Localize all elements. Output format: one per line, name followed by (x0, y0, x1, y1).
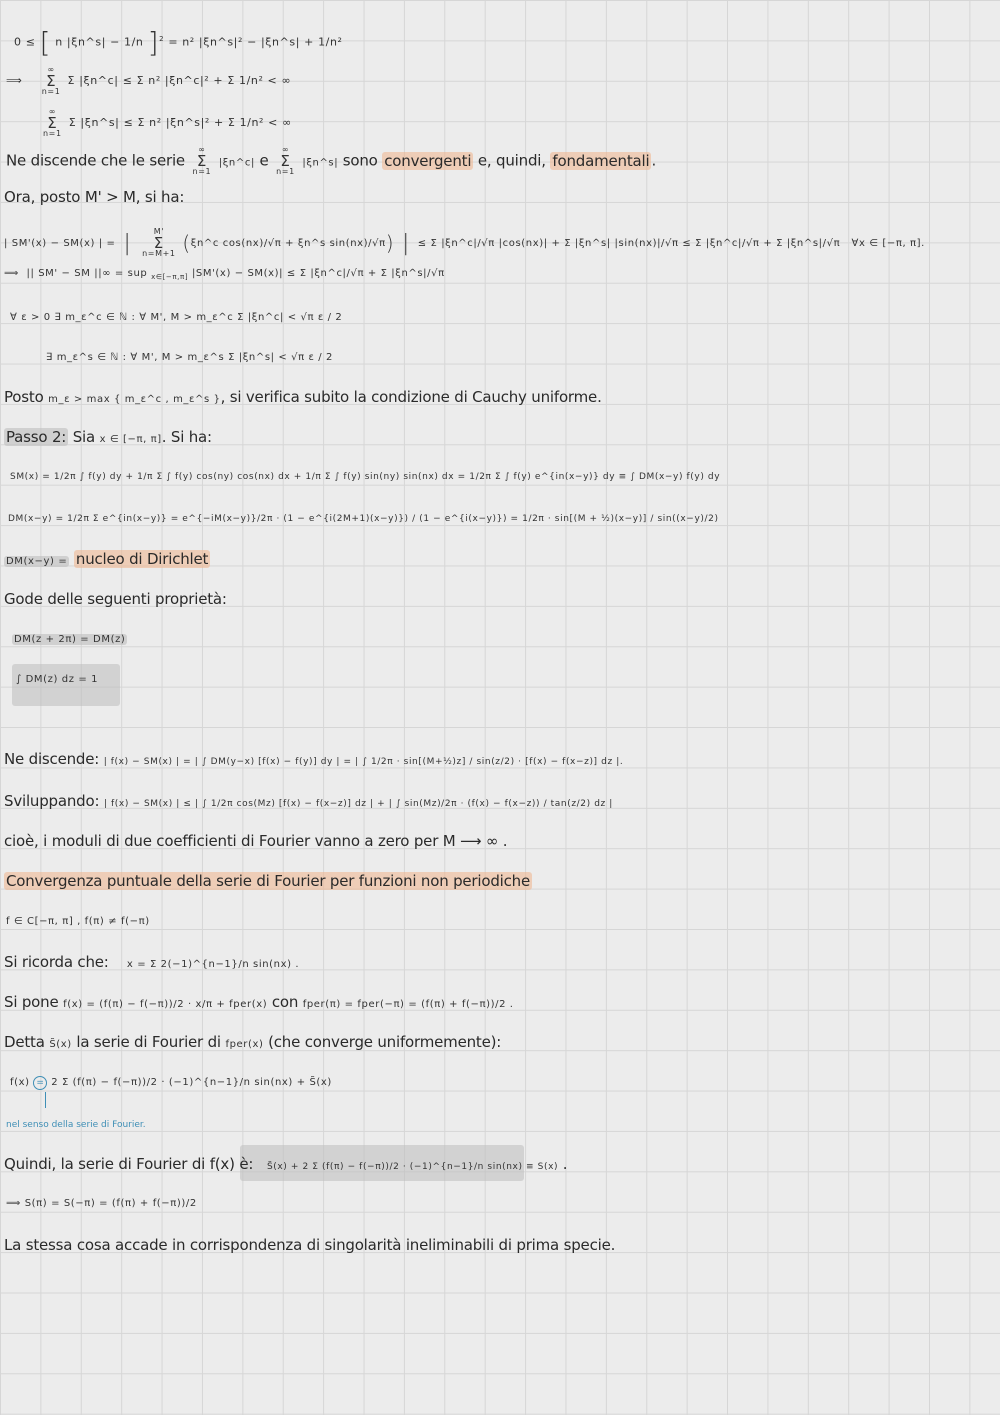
eq3-rhs: ≤ Σ n² |ξn^s|² + Σ 1/n² < ∞ (123, 116, 292, 129)
annotation-note: nel senso della serie di Fourier. (6, 1120, 146, 1130)
bracket-left-icon: [ (39, 26, 52, 59)
paragraph-si-pone (4, 993, 514, 1011)
text: Si ricorda che: (4, 953, 109, 971)
eq1-bracket-inner: n |ξn^s| − 1/n (55, 35, 144, 49)
math-s-tilde: S̃(x) (49, 1039, 72, 1050)
highlight-fondamentali: fondamentali (552, 151, 650, 170)
text: . (651, 151, 657, 170)
eq6-range: ∀x ∈ [−π, π]. (851, 238, 925, 249)
equation-8: ∀ ε > 0 ∃ m_ε^c ∈ ℕ : ∀ M', M > m_ε^c Σ |ξn^c| < √π ε / 2 (10, 312, 343, 323)
eq26-rhs: 2 Σ (f(π) − f(−π))/2 · (−1)^{n−1}/n sin(nx) + S̃(x) (51, 1077, 332, 1088)
equation-3 (40, 108, 292, 138)
eq7-sup-sub: x∈[−π,π] (151, 273, 189, 281)
paragraph-stessa-cosa: La stessa cosa accade in corrispondenza di singolarità ineliminabili di prima specie. (4, 1236, 616, 1254)
text: . Si ha: (161, 428, 212, 446)
series-s: |ξn^s| (302, 157, 339, 169)
text: con (271, 993, 299, 1011)
gray-box (12, 664, 120, 706)
text: Ne discende che le serie (6, 151, 185, 170)
sum-symbol: M' Σ n=M+1 (142, 227, 176, 258)
eq6-lhs: | SM'(x) − SM(x) | = (4, 238, 116, 249)
highlight-heading: Convergenza puntuale della serie di Fourier per funzioni non periodiche (6, 872, 531, 890)
text: Ne discende: (4, 750, 100, 768)
equation-7 (4, 268, 445, 281)
eq6-paren: ξn^c cos(nx)/√π + ξn^s sin(nx)/√π (190, 238, 386, 249)
paragraph-ora-posto: Ora, posto M' > M, si ha: (4, 188, 185, 206)
equation-13: DM(x−y) = 1/2π Σ e^{in(x−y)} = e^{−iM(x−y)}/2π · (1 − e^{i(2M+1)(x−y)}) / (1 − e^{i(x−y)}) = 1/2π · sin[(M + ½)(x−y)] / sin((x−y)/2) (8, 514, 719, 524)
math-max: m_ε > max { m_ε^c , m_ε^s } (48, 394, 221, 405)
sum-symbol: ∞ Σ n=1 (41, 65, 61, 96)
paragraph-cioe: cioè, i moduli di due coefficienti di Fourier vanno a zero per M ⟶ ∞ . (4, 832, 508, 850)
text: Si pone (4, 993, 59, 1011)
equation-17: ∫ DM(z) dz = 1 (16, 674, 99, 685)
paragraph-nucleo (4, 550, 210, 568)
text: Posto (4, 388, 44, 406)
math-fper: fper(x) (225, 1039, 264, 1050)
paragraph-ne-discende (4, 750, 623, 768)
text: e (259, 151, 269, 170)
text: e, quindi, (477, 151, 546, 170)
series-c: |ξn^c| (218, 157, 255, 169)
eq1-zero: 0 ≤ (14, 35, 36, 49)
eq3-lhs: Σ |ξn^s| (68, 116, 120, 129)
sum-symbol: ∞ Σ n=1 (192, 145, 212, 176)
highlight-convergenti: convergenti (384, 151, 472, 170)
eq1-rhs: = n² |ξn^s|² − |ξn^s| + 1/n² (168, 35, 343, 49)
equation-9: ∃ m_ε^s ∈ ℕ : ∀ M', M > m_ε^s Σ |ξn^s| < √π ε / 2 (46, 352, 334, 363)
eq7-lhs: || SM' − SM ||∞ = sup (26, 268, 148, 279)
text: Quindi, la serie di Fourier di f(x) è: (4, 1155, 254, 1173)
paragraph-passo-2 (4, 428, 212, 446)
eq6-rhs2: ≤ Σ |ξn^c|/√π + Σ |ξn^s|/√π (682, 238, 841, 249)
circled-equals-icon: = (33, 1076, 47, 1090)
equation-2 (6, 66, 291, 96)
text: , si verifica subito la condizione di Cauchy uniforme. (220, 388, 602, 406)
highlight-nucleo-dirichlet: nucleo di Dirichlet (75, 550, 209, 568)
eq7-rhs: |SM'(x) − SM(x)| ≤ Σ |ξn^c|/√π + Σ |ξn^s|/√π (191, 268, 445, 279)
text: (che converge uniformemente): (268, 1033, 502, 1051)
math-expansion: | f(x) − SM(x) | ≤ | ∫ 1/2π cos(Mz) [f(x) − f(x−z)] dz | + | ∫ sin(Mz)/2π · (f(x) − f(x−z)) / tan(z/2) dz | (103, 799, 613, 809)
paragraph-sviluppando (4, 792, 613, 810)
equation-6: | SM'(x) − SM(x) | = | M' Σ n=M+1 (ξn^c cos(nx)/√π + ξn^s sin(nx)/√π) | ≤ Σ |ξn^c|/√π |cos(nx)| + Σ |ξn^s| |sin(nx)|/√π ≤ Σ |ξn^c|/√π + Σ |ξn^s|/√π ∀x ∈ [−π, π]. (4, 227, 925, 258)
highlight-passo-2: Passo 2: (6, 428, 67, 446)
text: . (562, 1155, 568, 1173)
math-f-decomposition: f(x) = (f(π) − f(−π))/2 · x/π + fper(x) (63, 999, 268, 1010)
paragraph-si-ricorda (4, 953, 299, 971)
math-interval: x ∈ [−π, π] (99, 434, 162, 445)
math-fper: fper(π) = fper(−π) = (f(π) + f(−π))/2 . (302, 999, 514, 1010)
math-x-series: x = Σ 2(−1)^{n−1}/n sin(nx) . (126, 959, 300, 970)
text: Detta (4, 1033, 45, 1051)
eq6-rhs1: ≤ Σ |ξn^c|/√π |cos(nx)| + Σ |ξn^s| |sin(nx)|/√π (417, 238, 679, 249)
bracket-right-icon: ] (147, 26, 160, 59)
annotation-stem (45, 1092, 46, 1108)
heading-convergenza-puntuale (4, 872, 532, 890)
paragraph-series-converge (6, 146, 656, 176)
paragraph-detta (4, 1033, 501, 1051)
equation-26 (10, 1076, 332, 1090)
eq26-lhs: f(x) (10, 1077, 30, 1088)
equation-12: SM(x) = 1/2π ∫ f(y) dy + 1/π Σ ∫ f(y) cos(ny) cos(nx) dx + 1/π Σ ∫ f(y) sin(ny) sin(nx) dx = 1/2π Σ ∫ f(y) e^{in(x−y)} dy ≡ ∫ DM(x−y) f(y) dy (10, 472, 721, 482)
text: sono (342, 151, 378, 170)
paragraph-gode: Gode delle seguenti proprietà: (4, 590, 227, 608)
implies-symbol: ⟹ (4, 268, 19, 279)
math-difference: | f(x) − SM(x) | = | ∫ DM(y−x) [f(x) − f(y)] dy | = | ∫ 1/2π · sin[(M+½)z] / sin(z/2) · [f(x) − f(x−z)] dz |. (103, 757, 624, 767)
implies-symbol: ⟹ (6, 74, 23, 87)
paragraph-posto-m (4, 388, 602, 406)
equation-1: 0 ≤ [ n |ξn^s| − 1/n ]$^2$ = n² |ξn^s|² − |ξn^s| + 1/n² (14, 26, 343, 59)
paragraph-quindi (4, 1155, 567, 1173)
equation-22: f ∈ C[−π, π] , f(π) ≠ f(−π) (6, 916, 150, 927)
math-fourier-series: S̃(x) + 2 Σ (f(π) − f(−π))/2 · (−1)^{n−1}/n sin(nx) ≡ S(x) (266, 1162, 559, 1172)
equation-16: DM(z + 2π) = DM(z) (14, 634, 126, 645)
sum-symbol: ∞ Σ n=1 (276, 145, 295, 176)
equation-29: ⟹ S(π) = S(−π) = (f(π) + f(−π))/2 (6, 1198, 197, 1209)
sum-symbol: ∞ Σ n=1 (43, 107, 62, 138)
eq2-lhs: Σ |ξn^c| (67, 74, 119, 87)
math-dm: DM(x−y) = (6, 556, 68, 567)
text: Sia (72, 428, 95, 446)
eq2-rhs: ≤ Σ n² |ξn^c|² + Σ 1/n² < ∞ (122, 74, 292, 87)
text: Sviluppando: (4, 792, 100, 810)
text: la serie di Fourier di (76, 1033, 221, 1051)
